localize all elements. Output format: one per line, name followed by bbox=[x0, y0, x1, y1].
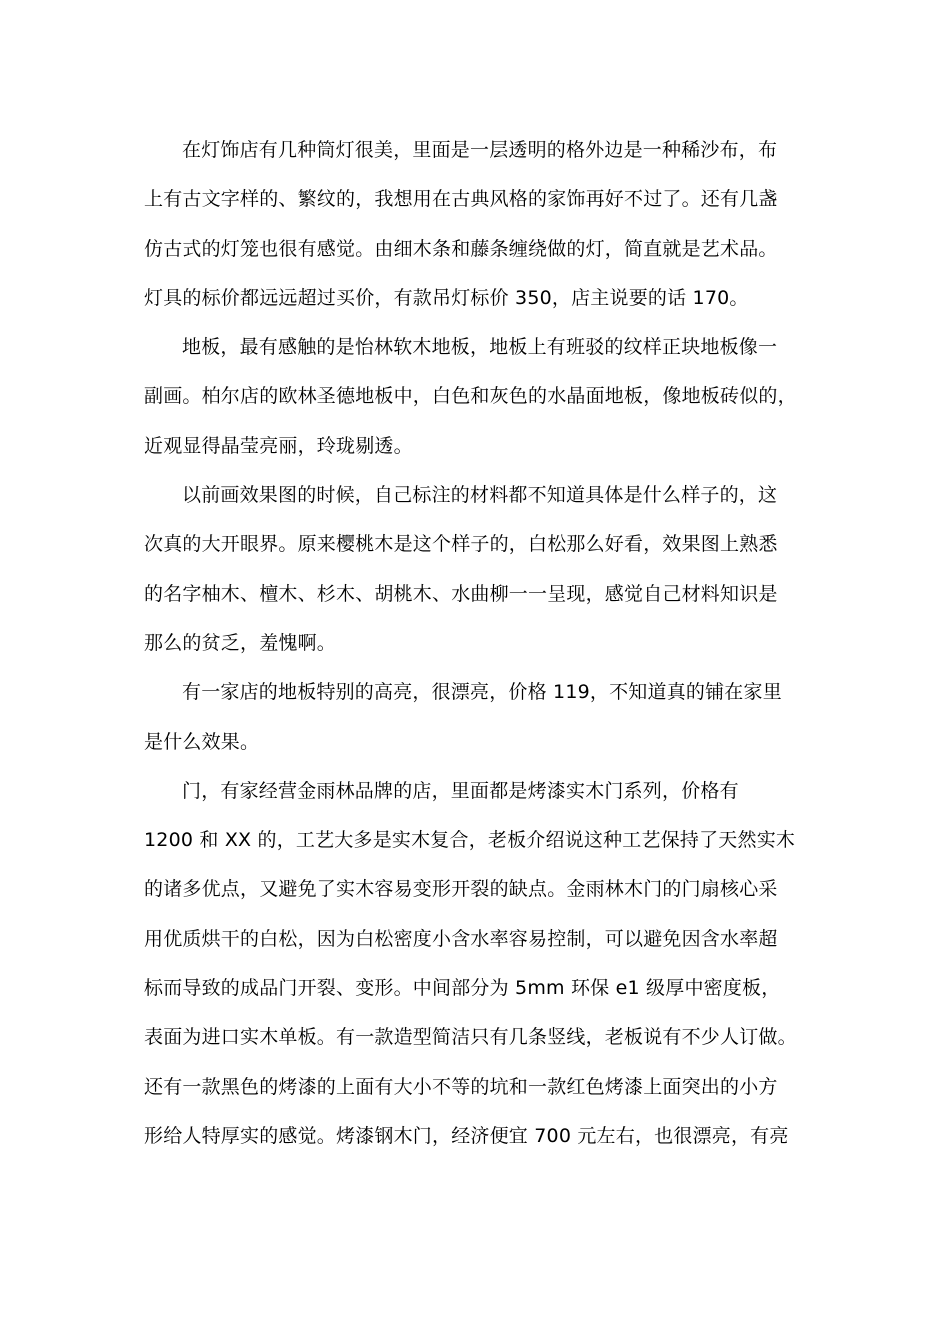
paragraph-materials bbox=[144, 471, 804, 668]
document-body bbox=[144, 126, 804, 1161]
text-line: 近观显得晶莹亮丽，玲珑剔透。 bbox=[144, 434, 413, 457]
paragraph-glossy-floor bbox=[144, 668, 804, 767]
text-line: 副画。柏尔店的欧林圣德地板中，白色和灰色的水晶面地板，像地板砖似的， bbox=[144, 385, 797, 408]
paragraph-flooring bbox=[144, 323, 804, 471]
text-line: 形给人特厚实的感觉。烤漆钢木门，经济便宜 700 元左右，也很漂亮，有亮 bbox=[144, 1124, 789, 1147]
text-line: 是什么效果。 bbox=[144, 730, 260, 753]
text-line: 的名字柚木、檀木、杉木、胡桃木、水曲柳一一呈现，感觉自己材料知识是 bbox=[144, 582, 778, 605]
text-line: 次真的大开眼界。原来樱桃木是这个样子的，白松那么好看，效果图上熟悉 bbox=[144, 533, 778, 556]
text-line: 门，有家经营金雨林品牌的店，里面都是烤漆实木门系列，价格有 bbox=[182, 779, 739, 802]
text-line: 有一家店的地板特别的高亮，很漂亮，价格 119，不知道真的铺在家里 bbox=[182, 681, 782, 704]
text-line: 用优质烘干的白松，因为白松密度小含水率容易控制，可以避免因含水率超 bbox=[144, 927, 778, 950]
paragraph-lighting bbox=[144, 126, 804, 323]
text-line: 那么的贫乏，羞愧啊。 bbox=[144, 631, 337, 654]
text-line: 以前画效果图的时候，自己标注的材料都不知道具体是什么样子的，这 bbox=[182, 484, 778, 507]
text-line: 仿古式的灯笼也很有感觉。由细木条和藤条缠绕做的灯，简直就是艺术品。 bbox=[144, 237, 778, 260]
text-line: 地板，最有感触的是怡林软木地板，地板上有班驳的纹样正块地板像一 bbox=[182, 336, 778, 359]
text-line: 在灯饰店有几种筒灯很美，里面是一层透明的格外边是一种稀沙布，布 bbox=[182, 139, 778, 161]
text-line: 上有古文字样的、繁纹的，我想用在古典风格的家饰再好不过了。还有几盏 bbox=[144, 188, 778, 211]
text-line: 还有一款黑色的烤漆的上面有大小不等的坑和一款红色烤漆上面突出的小方 bbox=[144, 1075, 778, 1098]
text-line: 的诸多优点，又避免了实木容易变形开裂的缺点。金雨林木门的门扇核心采 bbox=[144, 878, 778, 901]
text-line: 灯具的标价都远远超过买价，有款吊灯标价 350，店主说要的话 170。 bbox=[144, 286, 749, 309]
text-line: 表面为进口实木单板。有一款造型简洁只有几条竖线，老板说有不少人订做。 bbox=[144, 1026, 797, 1049]
text-line: 1200 和 XX 的，工艺大多是实木复合，老板介绍说这种工艺保持了天然实木 bbox=[144, 829, 796, 852]
text-line: 标而导致的成品门开裂、变形。中间部分为 5mm 环保 e1 级厚中密度板， bbox=[144, 977, 781, 1000]
paragraph-doors bbox=[144, 767, 804, 1161]
